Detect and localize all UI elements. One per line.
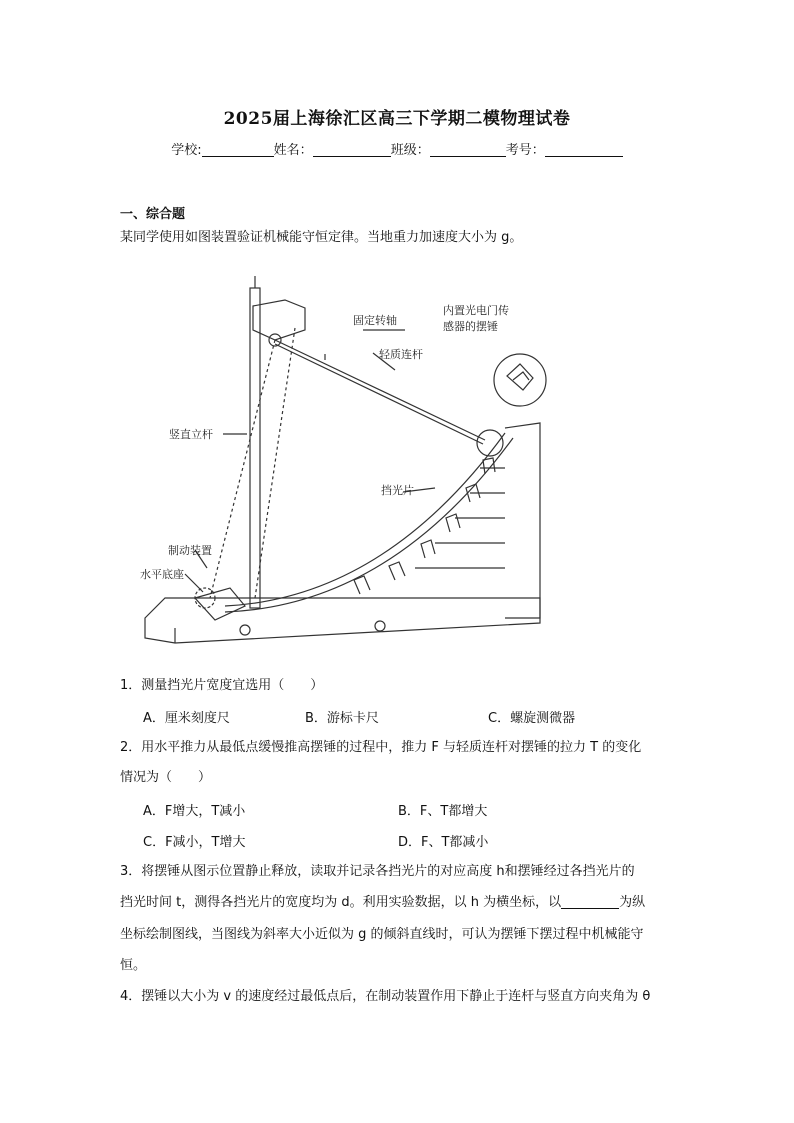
horizontal-base: [145, 598, 540, 643]
question-3-line2: [120, 893, 680, 913]
label-base: 水平底座: [140, 568, 184, 581]
school-blank: [202, 142, 274, 157]
question-2-line2: 情况为（ ）: [120, 770, 212, 785]
q2-option-a: A．F增大，T减小: [143, 804, 246, 819]
section-title: 一、综合题: [120, 207, 186, 222]
label-flags: 挡光片: [381, 484, 414, 497]
q1-option-c: C．螺旋测微器: [488, 711, 576, 726]
label-sensor-line1: 内置光电门传: [443, 304, 509, 317]
id-label: 考号：: [505, 143, 545, 158]
vertical-pole: [250, 288, 260, 608]
intro-text: 某同学使用如图装置验证机械能守恒定律。当地重力加速度大小为 g。: [120, 230, 523, 245]
q2-option-b: B．F、T都增大: [398, 804, 488, 819]
label-rod: 轻质连杆: [379, 348, 423, 361]
question-4: 4．摆锤以大小为 v 的速度经过最低点后，在制动装置作用下静止于连杆与竖直方向夹角为 θ: [120, 989, 651, 1004]
id-blank: [545, 142, 623, 157]
q2-option-d: D．F、T都减小: [398, 835, 489, 850]
label-sensor-line2: 感器的摆锤: [443, 320, 498, 333]
student-info-line: [0, 139, 794, 158]
q1-option-a: A．厘米刻度尺: [143, 711, 230, 726]
name-blank: [313, 142, 391, 157]
bob-inset: [494, 354, 546, 406]
name-label: 姓名：: [273, 143, 313, 158]
question-3-line3: 坐标绘制图线，当图线为斜率大小近似为 g 的倾斜直线时，可认为摆锤下摆过程中机械能守: [120, 927, 644, 942]
question-1: 1．测量挡光片宽度宜选用（ ）: [120, 678, 324, 693]
question-3-line2a: 挡光时间 t，测得各挡光片的宽度均为 d。利用实验数据，以 h 为横坐标，以: [120, 895, 562, 910]
brake-device: [195, 588, 245, 620]
question-3-line4: 恒。: [120, 958, 147, 973]
label-fixed-axis: 固定转轴: [353, 314, 397, 327]
question-3-line2b: 为纵: [619, 895, 646, 910]
class-label: 班级：: [390, 143, 430, 158]
q1-option-b: B．游标卡尺: [305, 711, 379, 726]
question-2-line1: 2．用水平推力从最低点缓慢推高摆锤的过程中，推力 F 与轻质连杆对摆锤的拉力 T 的变化: [120, 740, 642, 755]
q2-option-c: C．F减小，T增大: [143, 835, 246, 850]
page-title: 2025届上海徐汇区高三下学期二模物理试卷: [223, 109, 571, 129]
school-label: 学校:: [171, 143, 202, 158]
question-3-line1: 3．将摆锤从图示位置静止释放，读取并记录各挡光片的对应高度 h和摆锤经过各挡光片的: [120, 864, 635, 879]
apparatus-figure: [135, 268, 555, 662]
class-blank: [430, 142, 506, 157]
pivot-block: [253, 300, 305, 340]
label-pole: 竖直立杆: [169, 428, 213, 441]
label-brake: 制动装置: [168, 544, 212, 557]
scale-panel: [505, 423, 540, 618]
answer-blank: [561, 894, 619, 909]
